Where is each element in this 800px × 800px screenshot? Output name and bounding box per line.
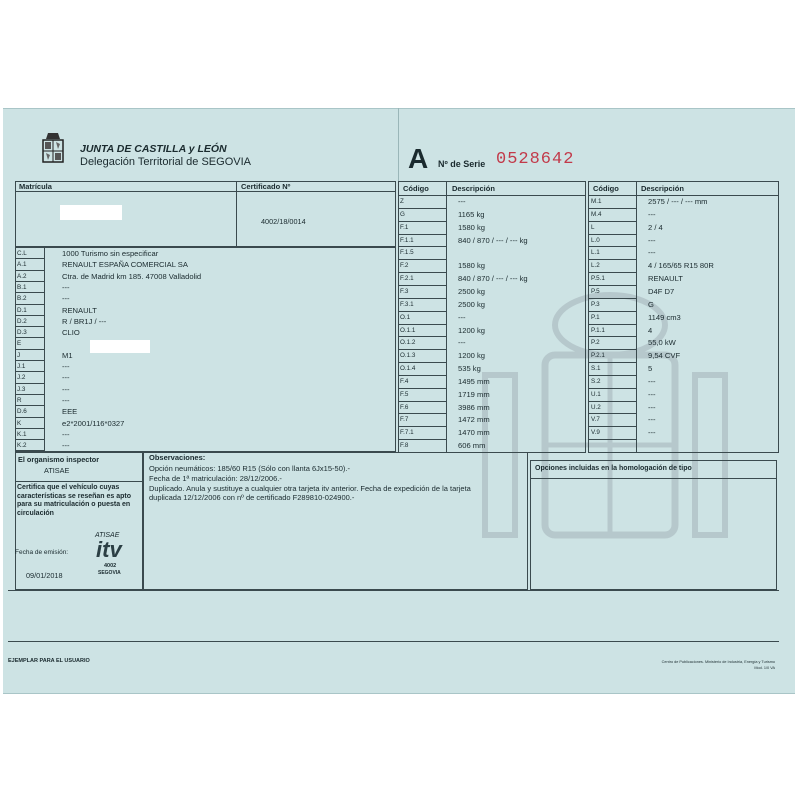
right-value-cell: --- [648, 248, 656, 258]
right-code-cell: L [591, 223, 595, 231]
left-code-cell: R [17, 396, 22, 404]
right-value-cell: 55,0 kW [648, 338, 676, 348]
observacion-line: Fecha de 1ª matriculación: 28/12/2006.- [149, 473, 282, 483]
left-value-cell: RENAULT [62, 305, 97, 315]
right-code-cell: U.1 [591, 390, 601, 398]
middle-value-cell: 606 mm [458, 441, 486, 451]
left-value-cell: 1000 Turismo sin especificar [62, 249, 159, 258]
middle-code-cell: F.4 [400, 377, 409, 385]
right-code-cell: L.0 [591, 236, 600, 244]
middle-code-cell: G [400, 210, 405, 218]
right-descripcion-label: Descripción [641, 184, 684, 193]
right-code-cell: S.2 [591, 377, 601, 385]
left-code-cell: K.2 [17, 442, 27, 450]
middle-value-cell: 1580 kg [458, 261, 486, 271]
left-code-cell: J [17, 351, 21, 359]
right-value-cell: --- [648, 415, 656, 425]
middle-code-cell: Z [400, 198, 404, 205]
right-value-cell: --- [648, 376, 656, 386]
right-code-cell: P.2.1 [591, 352, 605, 360]
inspector-label: El organismo inspector [18, 455, 100, 464]
middle-value-cell: 2500 kg [458, 286, 486, 296]
middle-code-cell: O.1.1 [400, 326, 416, 334]
middle-value-cell: 1165 kg [458, 209, 485, 219]
middle-code-cell: F.7 [400, 416, 409, 424]
castilla-leon-crest-icon [38, 130, 68, 168]
right-code-cell: M.4 [591, 210, 602, 218]
right-value-cell: RENAULT [648, 274, 683, 284]
stamp-itv-logo: itv [96, 537, 122, 562]
right-value-cell: 1149 cm3 [648, 312, 681, 322]
ejemplar-label: EJEMPLAR PARA EL USUARIO [8, 658, 90, 664]
right-code-cell: V.7 [591, 416, 600, 424]
middle-codigo-label: Código [403, 184, 429, 193]
right-value-cell: --- [648, 235, 656, 245]
left-value-cell: --- [62, 441, 70, 451]
office-title: Delegación Territorial de SEGOVIA [80, 156, 251, 168]
vin-redaction [90, 340, 150, 353]
opciones-label: Opciones incluidas en la homologación de tipo [535, 465, 692, 472]
right-code-cell: P.1 [591, 313, 600, 321]
right-value-cell: --- [648, 402, 656, 412]
left-code-cell: B.1 [17, 283, 27, 291]
left-code-cell: D.1 [17, 306, 27, 314]
right-value-cell: 4 / 165/65 R15 80R [648, 261, 714, 271]
left-value-cell: RENAULT ESPAÑA COMERCIAL SA [62, 260, 188, 270]
right-code-cell: M.1 [591, 198, 602, 205]
left-value-cell: --- [62, 429, 70, 439]
middle-value-cell: 1200 kg [458, 325, 486, 335]
left-value-cell: R / BR1J / --- [62, 316, 107, 326]
middle-value-cell: 2500 kg [458, 299, 486, 309]
middle-value-cell: 1495 mm [458, 376, 490, 386]
inspector-value: ATISAE [44, 466, 70, 475]
certificado-label: Certificado Nº [241, 182, 291, 191]
left-code-cell: D.6 [17, 408, 27, 416]
middle-code-cell: F.1.1 [400, 236, 414, 244]
left-value-cell: EEE [62, 407, 78, 417]
left-value-cell: M1 [62, 350, 73, 360]
row-divider [588, 439, 636, 440]
series-letter: A [408, 143, 429, 174]
right-value-cell: 5 [648, 364, 653, 374]
right-value-cell: --- [648, 209, 656, 219]
left-code-cell: J.2 [17, 374, 26, 382]
publisher-note: Centro de Publicaciones. Ministerio de Industria, Energía y Turismo [661, 660, 775, 664]
series-number: 0528642 [496, 150, 575, 169]
middle-code-cell: O.1.4 [400, 365, 416, 373]
right-value-cell: --- [648, 389, 656, 399]
middle-code-cell: F.7.1 [400, 429, 414, 437]
right-code-cell: U.2 [591, 403, 601, 411]
left-value-cell: --- [62, 384, 70, 394]
opciones-box [530, 460, 777, 590]
right-code-cell: P.2 [591, 339, 600, 347]
right-codigo-label: Código [593, 184, 619, 193]
row-divider [398, 452, 446, 453]
middle-code-cell: O.1 [400, 313, 411, 321]
certificado-value: 4002/18/0014 [261, 217, 306, 226]
stamp-atisae: ATISAE [95, 532, 120, 539]
series-label: Nº de Serie [438, 159, 486, 169]
right-value-cell: 4 [648, 325, 653, 335]
left-value-cell: CLIO [62, 328, 80, 338]
matricula-label: Matrícula [19, 182, 52, 191]
right-value-cell: D4F D7 [648, 286, 675, 296]
fecha-emision-label: Fecha de emisión: [15, 549, 69, 556]
left-value-cell: --- [62, 395, 70, 405]
observacion-line: duplicada 12/12/2006 con nº de certificado F289810-024900.- [149, 493, 355, 503]
right-code-cell: V.9 [591, 429, 600, 437]
middle-code-cell: O.1.2 [400, 339, 416, 347]
left-value-cell: Ctra. de Madrid km 185. 47008 Valladolid [62, 271, 202, 281]
middle-value-cell: 840 / 870 / --- / --- kg [458, 274, 528, 284]
left-value-cell: --- [62, 282, 70, 292]
observacion-line: Duplicado. Anula y sustituye a cualquier otra tarjeta itv anterior. Fecha de expedición de la tarjeta [149, 483, 471, 493]
stamp-city: SEGOVIA [98, 570, 121, 576]
stamp-code: 4002 [104, 563, 117, 569]
middle-code-cell: F.8 [400, 442, 409, 450]
left-code-cell: A.2 [17, 272, 27, 280]
middle-code-cell: F.1.5 [400, 249, 414, 257]
left-code-cell: D.2 [17, 317, 27, 325]
certifica-text: Certifica que el vehículo cuyas características se reseñan es apto para su matriculación o puesta en circulación [17, 484, 132, 517]
right-code-cell: P.3 [591, 300, 600, 308]
middle-value-cell: --- [458, 338, 466, 348]
middle-value-cell: 1472 mm [458, 415, 490, 425]
fold-line [398, 108, 399, 184]
left-code-cell: B.2 [17, 295, 27, 303]
middle-value-cell: 1719 mm [458, 389, 490, 399]
right-code-cell: S.1 [591, 365, 601, 373]
middle-descripcion-label: Descripción [452, 184, 495, 193]
middle-value-cell: 3986 mm [458, 402, 490, 412]
observacion-line: Opción neumáticos: 185/60 R15 (Sólo con llanta 6Jx15-50).- [149, 464, 350, 473]
right-code-cell: P.1.1 [591, 326, 605, 334]
middle-code-cell: F.5 [400, 390, 409, 398]
right-value-cell: 2575 / --- / --- mm [648, 197, 708, 206]
middle-value-cell: 1580 kg [458, 222, 486, 232]
left-value-cell: --- [62, 362, 70, 371]
middle-code-cell: O.1.3 [400, 352, 416, 360]
middle-code-cell: F.3.1 [400, 300, 414, 308]
middle-value-cell: 1470 mm [458, 428, 490, 438]
inspector-box [15, 452, 143, 590]
middle-code-cell: F.1 [400, 223, 409, 231]
middle-code-cell: F.6 [400, 403, 409, 411]
nipo-note: Mod. 1/0 VA [754, 666, 775, 670]
middle-value-cell: --- [458, 312, 466, 322]
middle-value-cell: 1200 kg [458, 351, 486, 361]
fecha-emision-value: 09/01/2018 [26, 571, 63, 580]
left-code-cell: K.1 [17, 430, 27, 438]
middle-code-cell: F.3 [400, 287, 409, 295]
observaciones-label: Observaciones: [149, 453, 206, 462]
middle-value-cell: --- [458, 197, 466, 206]
right-value-cell: 9,54 CVF [648, 351, 681, 361]
right-value-cell: 2 / 4 [648, 222, 663, 232]
right-code-cell: L.2 [591, 262, 600, 270]
left-value-cell: --- [62, 294, 70, 304]
right-code-cell: P.5.1 [591, 275, 605, 283]
middle-code-cell: F.2.1 [400, 275, 414, 283]
bottom-band [8, 590, 779, 642]
left-code-cell: J.1 [17, 363, 26, 370]
right-code-cell: L.1 [591, 249, 600, 257]
matricula-redaction [60, 205, 122, 220]
left-code-cell: D.3 [17, 329, 27, 337]
left-code-cell: E [17, 340, 22, 348]
left-code-cell: K [17, 419, 22, 427]
left-value-cell: --- [62, 373, 70, 383]
left-code-cell: C.L [17, 250, 27, 257]
middle-value-cell: 840 / 870 / --- / --- kg [458, 235, 528, 245]
right-code-cell: P.5 [591, 287, 600, 295]
left-code-cell: J.3 [17, 385, 26, 393]
region-title: JUNTA DE CASTILLA y LEÓN [80, 143, 227, 155]
right-value-cell: --- [648, 428, 656, 438]
left-value-cell: e2*2001/116*0327 [62, 418, 125, 428]
left-code-cell: A.1 [17, 261, 27, 269]
right-value-cell: G [648, 299, 654, 309]
middle-code-cell: F.2 [400, 262, 409, 270]
middle-value-cell: 535 kg [458, 364, 481, 374]
